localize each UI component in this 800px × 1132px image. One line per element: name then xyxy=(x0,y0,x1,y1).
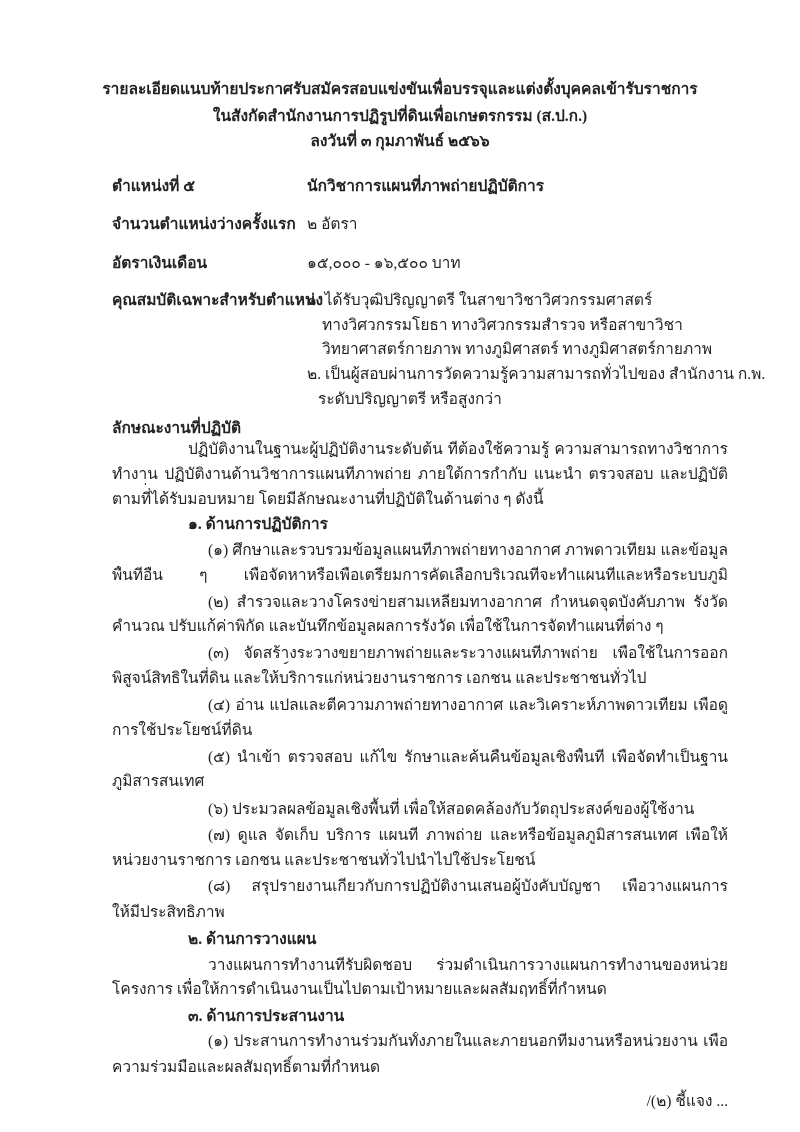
duty-item: (๓) จัดสร้างระวางขยายภาพถ่ายและระวางแผนที่ภาพถ่าย เพื่อใช้ในการออก xyxy=(208,645,728,662)
position-value: นักวิชาการแผนที่ภาพถ่ายปฏิบัติการ xyxy=(307,178,545,195)
duty-item: (๑) ประสานการทำงานร่วมกันทั้งภายในและภายนอกทีมงานหรือหน่วยงาน เพื่อ xyxy=(208,1033,728,1050)
duty-item-cont: หน่วยงานราชการ เอกชน และประชาชนทั่วไปนำไปใช้ประโยชน์ xyxy=(112,852,536,869)
vacancies-label: จำนวนตำแหน่งว่างครั้งแรก xyxy=(112,216,296,233)
section-3-heading: ๓. ด้านการประสานงาน xyxy=(188,1008,345,1025)
qualification-line: ทางวิศวกรรมโยธา ทางวิศวกรรมสำรวจ หรือสาขาวิชา xyxy=(322,317,683,334)
duty-item: (๖) ประมวลผลข้อมูลเชิงพื้นที่ เพื่อให้สอดคล้องกับวัตถุประสงค์ของผู้ใช้งาน xyxy=(208,801,695,818)
qualification-label: คุณสมบัติเฉพาะสำหรับตำแหน่ง xyxy=(112,292,324,309)
duty-item-cont: คำนวณ ปรับแก้ค่าพิกัด และบันทึกข้อมูลผลการรังวัด เพื่อใช้ในการจัดทำแผนที่ต่าง ๆ xyxy=(112,618,664,635)
salary-value: ๑๕,๐๐๐ - ๑๖,๕๐๐ บาท xyxy=(307,255,461,272)
duties-intro-line: ปฏิบัติงานในฐานะผู้ปฏิบัติงานระดับต้น ที่ต้องใช้ความรู้ ความสามารถทางวิชาการ xyxy=(188,441,728,458)
duty-item-cont: ความร่วมมือและผลสัมฤทธิ์ตามที่กำหนด xyxy=(112,1059,381,1076)
duties-intro-line: ตามที่ได้รับมอบหมาย โดยมีลักษณะงานที่ปฏิบัติในด้านต่าง ๆ ดังนี้ xyxy=(112,491,544,508)
duty-item: (๒) สำรวจและวางโครงข่ายสามเหลี่ยมทางอากาศ กำหนดจุดบังคับภาพ รังวัด xyxy=(208,594,728,611)
duty-item-cont: พิสูจน์สิทธิในที่ดิน และให้บริการแก่หน่วยงานราชการ เอกชน และประชาชนทั่วไป xyxy=(112,670,647,687)
duty-item: (๑) ศึกษาและรวบรวมข้อมูลแผนที่ภาพถ่ายทางอากาศ ภาพดาวเทียม และข้อมูล xyxy=(208,542,728,559)
page-continuation: /(๒) ชี้แจง ... xyxy=(646,1093,728,1110)
duty-item: (๕) นำเข้า ตรวจสอบ แก้ไข รักษาและค้นคืนข้อมูลเชิงพื้นที่ เพื่อจัดทำเป็นฐาน xyxy=(208,749,728,766)
qualification-line: ๑. ได้รับวุฒิปริญญาตรี ในสาขาวิชาวิศวกรรมศาสตร์ xyxy=(307,292,653,309)
header-title-line2: ในสังกัดสำนักงานการปฏิรูปที่ดินเพื่อเกษตรกรรม (ส.ป.ก.) xyxy=(212,108,588,125)
duties-intro-line: ทำงาน ปฏิบัติงานด้านวิชาการแผนที่ภาพถ่าย ภายใต้การกำกับ แนะนำ ตรวจสอบ และปฏิบัติ xyxy=(112,466,728,483)
section-2-text-cont: โครงการ เพื่อให้การดำเนินงานเป็นไปตามเป้าหมายและผลสัมฤทธิ์ที่กำหนด xyxy=(112,981,607,998)
duty-item-cont: พื้นที่อื่น ๆ เพื่อจัดหาหรือเพื่อเตรียมการคัดเลือกบริเวณที่จะทำแผนที่และหรือระบบภูมิ xyxy=(112,567,728,584)
qualification-line: วิทยาศาสตร์กายภาพ ทางภูมิศาสตร์ ทางภูมิศาสตร์กายภาพ xyxy=(322,341,713,358)
position-label: ตำแหน่งที่ ๕ xyxy=(112,178,195,195)
header-title-line1: รายละเอียดแนบท้ายประกาศรับสมัครสอบแข่งขันเพื่อบรรจุและแต่งตั้งบุคคลเข้ารับราชการ xyxy=(102,81,698,98)
duty-item-cont: ให้มีประสิทธิภาพ xyxy=(112,904,225,921)
duty-item-cont: ภูมิสารสนเทศ xyxy=(112,773,205,790)
section-1-heading: ๑. ด้านการปฏิบัติการ xyxy=(188,516,328,533)
qualification-line: ๒. เป็นผู้สอบผ่านการวัดความรู้ความสามารถทั่วไปของ สำนักงาน ก.พ. xyxy=(307,366,766,383)
qualification-line: ระดับปริญญาตรี หรือสูงกว่า xyxy=(318,391,502,408)
duty-item: (๘) สรุปรายงานเกี่ยวกับการปฏิบัติงานเสนอผู้บังคับบัญชา เพื่อวางแผนการ xyxy=(208,878,728,895)
header-date: ลงวันที่ ๓ กุมภาพันธ์ ๒๕๖๖ xyxy=(310,133,490,150)
duties-heading: ลักษณะงานที่ปฏิบัติ xyxy=(112,420,242,437)
vacancies-value: ๒ อัตรา xyxy=(307,216,358,233)
section-2-text: วางแผนการทำงานที่รับผิดชอบ ร่วมดำเนินการวางแผนการทำงานของหน่วย xyxy=(208,957,728,974)
duty-item: (๔) อ่าน แปลและตีความภาพถ่ายทางอากาศ และวิเคราะห์ภาพดาวเทียม เพื่อดู xyxy=(208,697,728,714)
duty-item: (๗) ดูแล จัดเก็บ บริการ แผนที่ ภาพถ่าย และหรือข้อมูลภูมิสารสนเทศ เพื่อให้ xyxy=(208,827,728,844)
salary-label: อัตราเงินเดือน xyxy=(112,255,208,272)
section-2-heading: ๒. ด้านการวางแผน xyxy=(188,931,317,948)
duty-item-cont: การใช้ประโยชน์ที่ดิน xyxy=(112,722,253,739)
